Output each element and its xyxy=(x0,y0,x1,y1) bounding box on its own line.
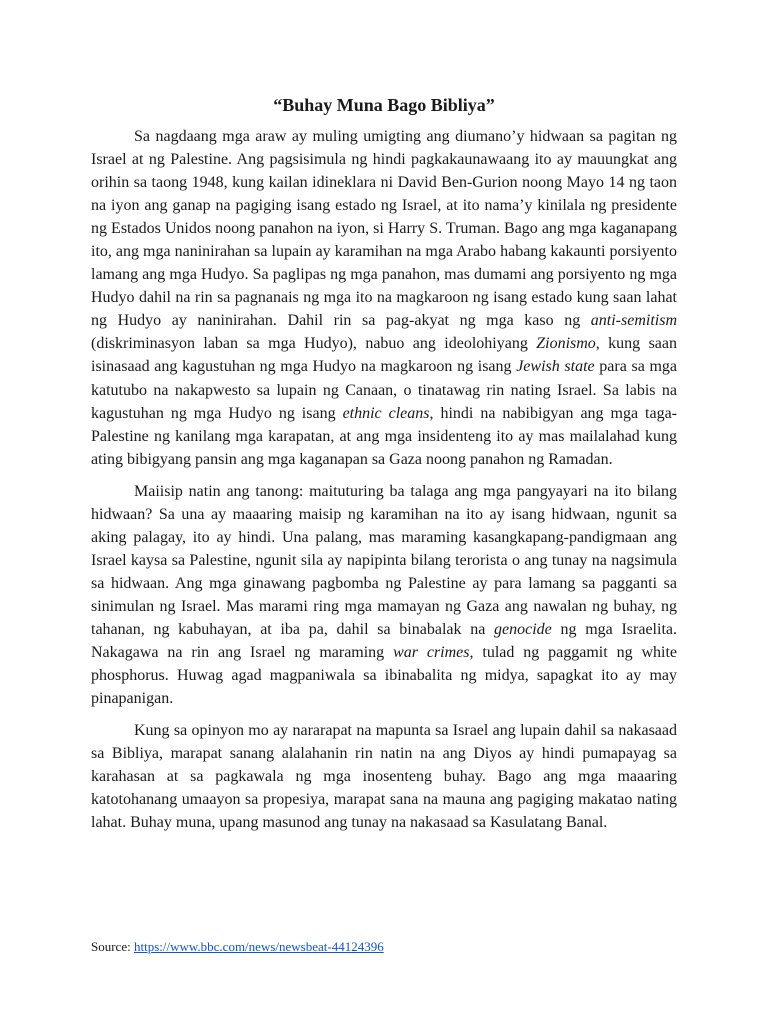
italic-term: ethnic cleans xyxy=(342,404,430,422)
italic-term: genocide xyxy=(494,620,552,638)
source-line xyxy=(91,938,384,956)
text-run: Kung sa opinyon mo ay nararapat na mapunta sa Israel ang lupain dahil sa nakasaad sa Bibliya, marapat sanang alalahanin rin natin na ang Diyos ay hindi pumapayag sa karahasan at sa pagkawala ng mga inosenteng buhay. Bago ang mga maaaring katotohanang umaayon sa propesiya, marapat sana na mauna ang pagiging makatao nating lahat. Buhay muna, upang masunod ang tunay na nakasaad sa Kasulatang Banal. xyxy=(91,722,677,832)
italic-term: war crimes xyxy=(393,644,470,662)
italic-term: Zionismo xyxy=(536,335,596,353)
source-link[interactable]: https://www.bbc.com/news/newsbeat-44124396 xyxy=(133,939,384,954)
text-run: para sa mga katutubo na nakapwesto sa lupain ng Canaan, o tinatawag rin nating Israel. Sa labis na kagustuhan ng mga Hudyo ng isang xyxy=(91,358,678,422)
paragraph-3 xyxy=(91,719,677,834)
text-run: , kung saan isinasaad ang kagustuhan ng mga Hudyo na magkaroon ng isang xyxy=(91,335,677,376)
document-title: “Buhay Muna Bago Bibliya” xyxy=(273,95,495,115)
text-run: , tulad ng paggamit ng white phosphorus. Huwag agad magpaniwala sa ibinabalita ng midya, sapagkat ito ay may pinapanigan. xyxy=(91,644,678,708)
text-run: Maiisip natin ang tanong: maituturing ba talaga ang mga pangyayari na ito bilang hidwaan? Sa una ay maaaring maisip ng karamihan na ito ay isang hidwaan, ngunit sa aking palagay, ito ay hindi. Una palang, mas maraming kasangkapang-pandigmaan ang Israel kaysa sa Palestine, ngunit sila ay napipinta bilang terorista o ang tunay na nagsimula sa hidwaan. Ang mga ginawang pagbomba ng Palestine ay para lamang sa pagganti sa sinimulan ng Israel. Mas marami ring mga mamayan ng Gaza ang nawalan ng buhay, ng tahanan, ng kabuhayan, at iba pa, dahil sa binabalak na xyxy=(91,482,677,638)
paragraph-2 xyxy=(91,480,677,710)
text-run: Sa nagdaang mga araw ay muling umigting ang diumano’y hidwaan sa pagitan ng Israel at ng Palestine. Ang pagsisimula ng hindi pagkakaunawaang ito ay mauungkat ang orihin sa taong 1948, kung kailan idineklara ni David Ben-Gurion noong Mayo 14 ng taon na iyon ang ganap na pagiging isang estado ng Israel, at ito nama’y kinilala ng presidente ng Estados Unidos noong panahon na iyon, si Harry S. Truman. Bago ang mga kaganapang ito, ang mga naninirahan sa lupain ay karamihan na mga Arabo habang kakaunti porsiyento lamang ang mga Hudyo. Sa paglipas ng mga panahon, mas dumami ang porsiyento ng mga Hudyo dahil na rin sa pagnanais ng mga ito na magkaroon ng isang estado kung saan lahat ng Hudyo ay naninirahan. Dahil rin sa pag-akyat ng mga kaso ng xyxy=(91,128,677,330)
italic-term: anti-semitism xyxy=(590,312,677,330)
paragraph-1 xyxy=(91,125,677,471)
text-run: ng mga Israelita. Nakagawa na rin ang Israel ng maraming xyxy=(91,620,677,662)
text-run: (diskriminasyon laban sa mga Hudyo), nabuo ang ideolohiyang xyxy=(91,335,537,353)
text-run: , hindi na nabibigyan ang mga taga-Palestine ng kanilang mga karapatan, at ang mga insidenteng ito ay mas mailalahad kung ating bibigyang pansin ang mga kaganapan sa Gaza noong panahon ng Ramadan. xyxy=(91,404,678,468)
italic-term: Jewish state xyxy=(516,358,595,376)
source-label: Source: xyxy=(91,939,134,954)
